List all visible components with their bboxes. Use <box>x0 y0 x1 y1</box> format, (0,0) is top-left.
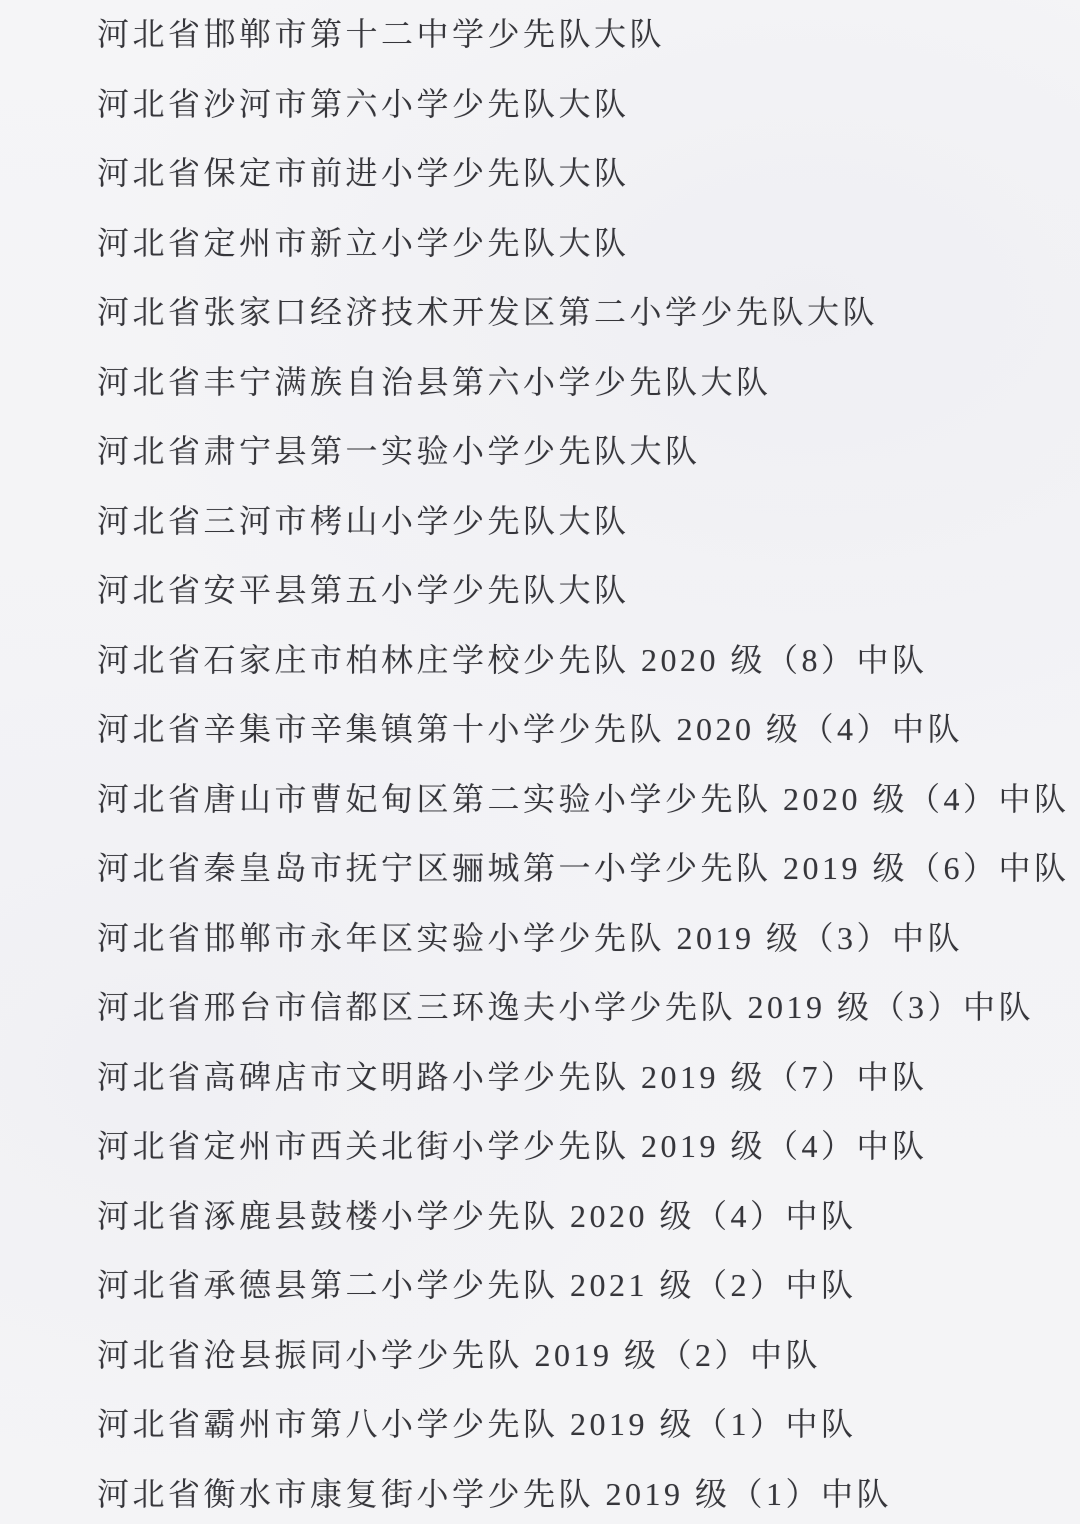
list-item: 河北省安平县第五小学少先队大队 <box>97 572 630 608</box>
list-item: 河北省邯郸市第十二中学少先队大队 <box>97 16 666 52</box>
list-item: 河北省沧县振同小学少先队 2019 级（2）中队 <box>97 1336 822 1373</box>
list-item: 河北省沙河市第六小学少先队大队 <box>97 85 630 122</box>
list-item: 河北省涿鹿县鼓楼小学少先队 2020 级（4）中队 <box>97 1197 857 1234</box>
list-item: 河北省肃宁县第一实验小学少先队大队 <box>97 433 701 469</box>
list-item: 河北省高碑店市文明路小学少先队 2019 级（7）中队 <box>97 1058 928 1095</box>
list-item: 河北省衡水市康复街小学少先队 2019 级（1）中队 <box>97 1475 893 1512</box>
list-item: 河北省丰宁满族自治县第六小学少先队大队 <box>97 363 772 400</box>
list-item: 河北省邯郸市永年区实验小学少先队 2019 级（3）中队 <box>97 919 964 956</box>
list-item: 河北省定州市西关北街小学少先队 2019 级（4）中队 <box>97 1128 928 1164</box>
list-item: 河北省辛集市辛集镇第十小学少先队 2020 级（4）中队 <box>97 711 964 747</box>
list-item: 河北省秦皇岛市抚宁区骊城第一小学少先队 2019 级（6）中队 <box>97 850 1070 886</box>
list-item: 河北省张家口经济技术开发区第二小学少先队大队 <box>97 294 879 330</box>
list-item: 河北省三河市栲山小学少先队大队 <box>97 502 630 539</box>
list-item: 河北省霸州市第八小学少先队 2019 级（1）中队 <box>97 1406 857 1442</box>
list-item: 河北省唐山市曹妃甸区第二实验小学少先队 2020 级（4）中队 <box>97 780 1070 817</box>
list-item: 河北省承德县第二小学少先队 2021 级（2）中队 <box>97 1267 857 1303</box>
list-item: 河北省邢台市信都区三环逸夫小学少先队 2019 级（3）中队 <box>97 989 1035 1025</box>
list-item: 河北省定州市新立小学少先队大队 <box>97 224 630 261</box>
list-item: 河北省石家庄市柏林庄学校少先队 2020 级（8）中队 <box>97 641 928 678</box>
list-item: 河北省保定市前进小学少先队大队 <box>97 155 630 191</box>
